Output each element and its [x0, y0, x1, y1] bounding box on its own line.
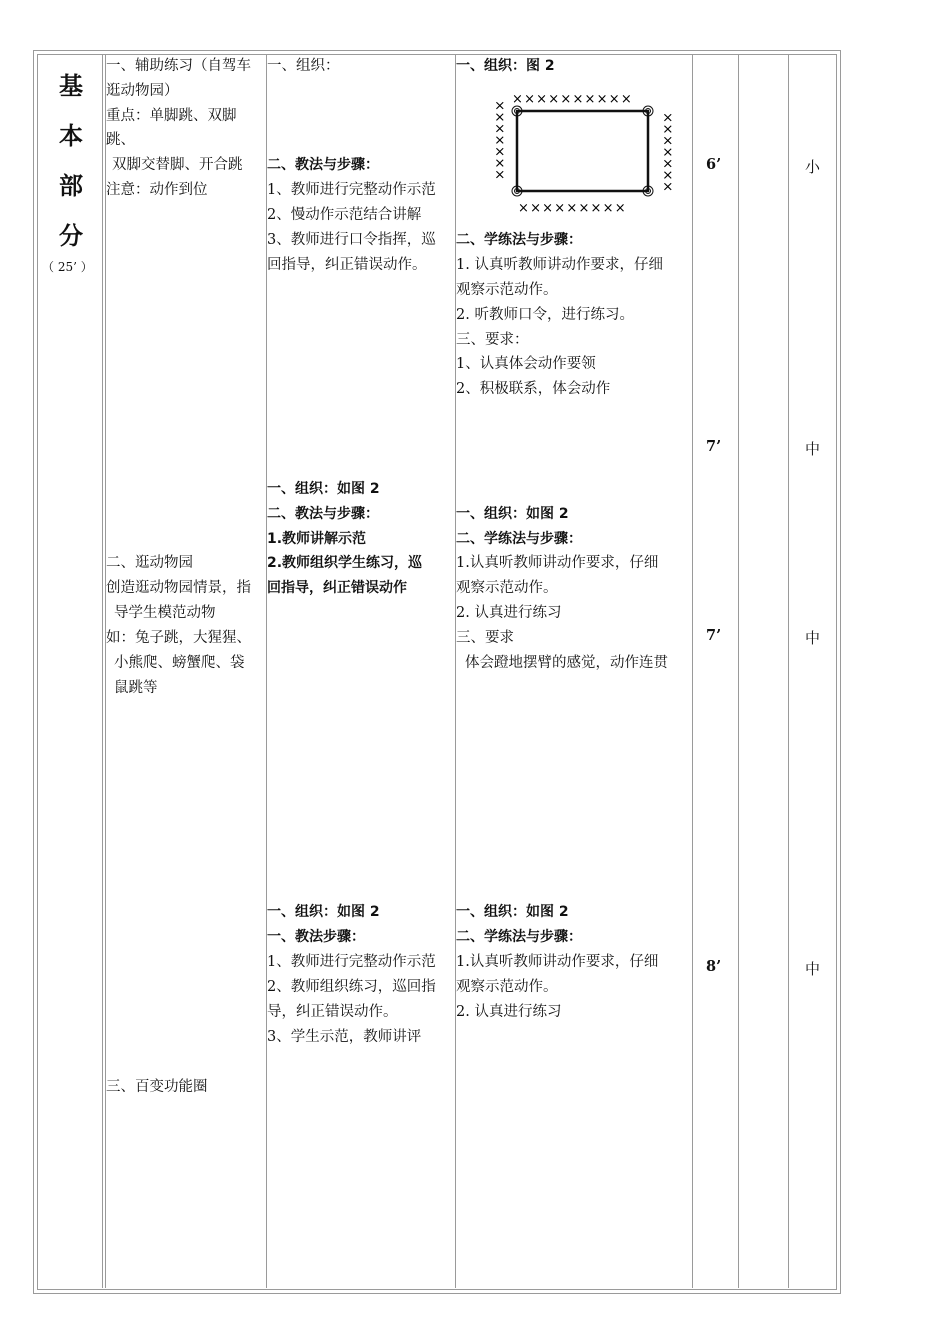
content-line: 创造逛动物园情景，指: [106, 580, 251, 596]
student-line: 二、学练法与步骤：: [456, 929, 582, 945]
intensity-value: 中: [805, 960, 821, 978]
teacher-line: 3、教师进行口令指挥，巡: [267, 232, 436, 248]
teacher-line: 二、教法与步骤：: [267, 157, 379, 173]
teacher-line: 一、组织：如图 2: [267, 481, 380, 497]
intensity-value: 中: [805, 629, 821, 647]
content-line: 重点：单脚跳、双脚: [106, 108, 237, 124]
column-divider: [105, 54, 106, 1288]
intensity-value: 小: [805, 158, 821, 176]
student-line: 1、认真体会动作要领: [456, 356, 596, 372]
diagram-field-rect: [517, 111, 648, 191]
diagram-cone-icons: [512, 106, 653, 196]
student-line: 一、组织：如图 2: [456, 904, 569, 920]
content-line: 双脚交替脚、开合跳: [112, 157, 243, 173]
content-line: 一、辅助练习（自驾车: [106, 58, 251, 74]
teacher-line: 导，纠正错误动作。: [267, 1004, 398, 1020]
teacher-line: 回指导，纠正错误动作: [267, 580, 407, 596]
student-line: 2. 认真进行练习: [456, 605, 562, 621]
column-divider: [788, 54, 789, 1288]
teacher-line: 一、教法步骤：: [267, 929, 365, 945]
content-line: 注意：动作到位: [106, 182, 208, 198]
teacher-line: 3、学生示范，教师讲评: [267, 1029, 422, 1045]
column-divider: [738, 54, 739, 1288]
teacher-line: 2、教师组织练习，巡回指: [267, 979, 436, 995]
teacher-line: 二、教法与步骤：: [267, 506, 379, 522]
content-line: 小熊爬、螃蟹爬、袋: [114, 655, 245, 671]
content-line: 如：兔子跳，大猩猩、: [106, 630, 251, 646]
student-line: 二、学练法与步骤：: [456, 531, 582, 547]
teacher-line: 2.教师组织学生练习，巡: [267, 555, 423, 571]
teacher-line: 2、慢动作示范结合讲解: [267, 207, 422, 223]
diagram-bottom-row: ×××××××××: [518, 201, 627, 216]
section-duration: （ 25’ ）: [42, 260, 93, 274]
student-line: 1.认真听教师讲动作要求，仔细: [456, 954, 659, 970]
content-line: 逛动物园）: [106, 83, 179, 99]
student-line: 观察示范动作。: [456, 282, 558, 298]
content-line: 跳、: [106, 132, 135, 148]
student-line: 2. 认真进行练习: [456, 1004, 562, 1020]
teacher-line: 一、组织：: [267, 58, 340, 74]
student-line: 2. 听教师口令，进行练习。: [456, 307, 634, 323]
time-value: 6’: [706, 156, 722, 173]
teacher-line: 一、组织：如图 2: [267, 904, 380, 920]
section-title-char: 基: [59, 71, 83, 100]
time-value: 8’: [706, 958, 722, 975]
diagram-right-col: ×××××××: [661, 111, 676, 192]
section-title-char: 本: [59, 121, 83, 150]
section-title-char: 分: [59, 221, 83, 250]
student-line: 1. 认真听教师讲动作要求，仔细: [456, 257, 663, 273]
content-line: 三、百变功能圈: [106, 1079, 208, 1095]
column-divider: [102, 54, 103, 1288]
student-line: 三、要求：: [456, 332, 529, 348]
teacher-line: 1、教师进行完整动作示范: [267, 182, 436, 198]
formation-diagram: [488, 88, 688, 216]
diagram-top-row: ××××××××××: [512, 92, 633, 107]
column-divider: [692, 54, 693, 1288]
student-line: 体会蹬地摆臂的感觉，动作连贯: [465, 655, 668, 671]
student-line: 观察示范动作。: [456, 580, 558, 596]
intensity-value: 中: [805, 440, 821, 458]
student-line: 1.认真听教师讲动作要求，仔细: [456, 555, 659, 571]
student-line: 二、学练法与步骤：: [456, 232, 582, 248]
student-line: 一、组织：如图 2: [456, 506, 569, 522]
content-line: 导学生模范动物: [114, 605, 216, 621]
student-line: 一、组织：图 2: [456, 58, 555, 74]
content-line: 鼠跳等: [114, 680, 158, 696]
student-line: 三、要求: [456, 630, 514, 646]
time-value: 7’: [706, 438, 722, 455]
teacher-line: 1.教师讲解示范: [267, 531, 367, 547]
time-value: 7’: [706, 627, 722, 644]
student-line: 2、积极联系，体会动作: [456, 381, 611, 397]
teacher-line: 回指导，纠正错误动作。: [267, 257, 427, 273]
student-line: 观察示范动作。: [456, 979, 558, 995]
teacher-line: 1、教师进行完整动作示范: [267, 954, 436, 970]
content-line: 二、逛动物园: [106, 555, 193, 571]
section-title-char: 部: [59, 171, 83, 200]
diagram-left-col: ×××××××: [493, 99, 508, 180]
